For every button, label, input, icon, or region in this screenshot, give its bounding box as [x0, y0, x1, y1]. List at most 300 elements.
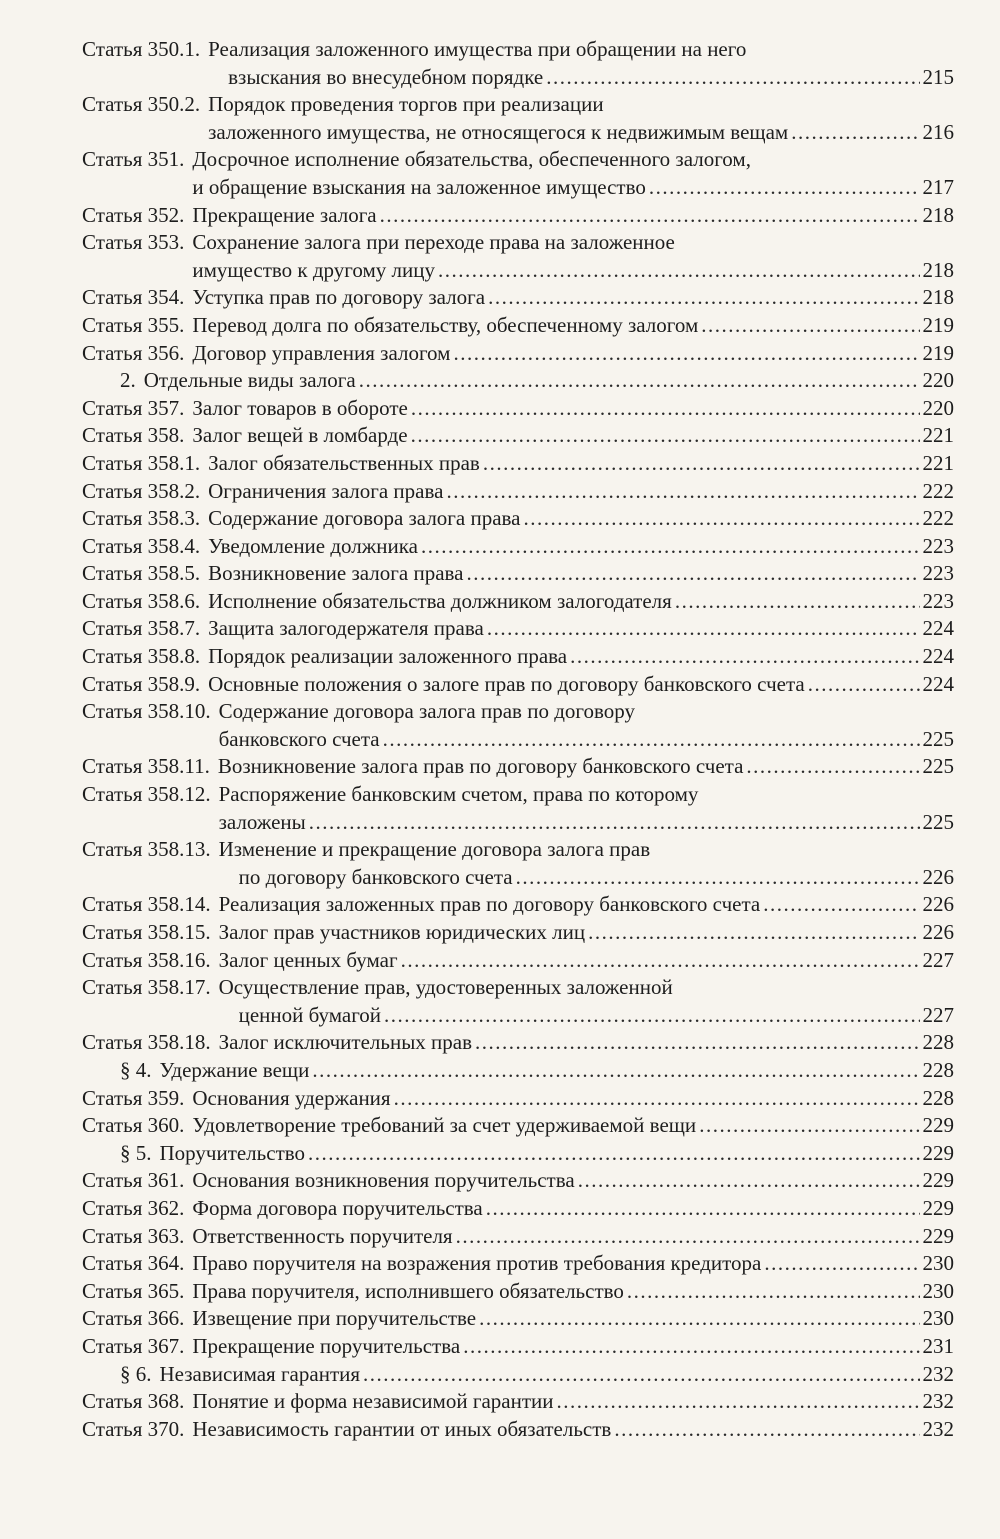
page-number: 223: [922, 561, 954, 586]
toc-entry[interactable]: [82, 1388, 954, 1416]
entry-label: Статья 358.5.: [82, 561, 201, 586]
entry-title-text: ценной бумагой: [238, 1002, 382, 1027]
entry-title: [160, 1361, 955, 1389]
entry-title-line: [208, 478, 954, 506]
dot-leader: [483, 450, 920, 478]
entry-title-line: [160, 1057, 955, 1085]
entry-title-line: [192, 395, 954, 423]
entry-title-text: Сохранение залога при переходе права на заложенное: [192, 230, 675, 255]
entry-title-line: [219, 1029, 954, 1057]
entry-label: § 4.: [120, 1057, 152, 1082]
dot-leader: [614, 1416, 919, 1444]
dot-leader: [588, 919, 919, 947]
entry-title-line: [192, 1085, 954, 1113]
entry-label: Статья 370.: [82, 1416, 185, 1441]
entry-label: Статья 358.10.: [82, 699, 211, 724]
entry-title: [208, 671, 954, 699]
entry-label: Статья 358.12.: [82, 782, 211, 807]
dot-leader: [479, 1305, 919, 1333]
entry-title: [192, 1112, 954, 1140]
toc-entry[interactable]: [82, 891, 954, 919]
toc-entry[interactable]: [82, 615, 954, 643]
page-number: 218: [922, 257, 954, 282]
entry-title: [192, 1250, 954, 1278]
dot-leader: [394, 1085, 920, 1113]
entry-title-text: Основные положения о залоге прав по договору банковского счета: [208, 671, 805, 696]
dot-leader: [649, 174, 920, 202]
entry-title-line: [192, 284, 954, 312]
entry-title-text: Ограничения залога права: [208, 478, 444, 503]
entry-title: [192, 202, 954, 230]
entry-title-text: по договору банковского счета: [238, 864, 513, 889]
entry-title-text: Содержание договора залога права: [208, 506, 521, 531]
entry-title-line: [219, 726, 954, 754]
entry-title: [192, 1333, 954, 1361]
page-number: 228: [922, 1030, 954, 1055]
page-number: 218: [922, 285, 954, 310]
toc-entry[interactable]: [82, 1250, 954, 1278]
entry-title-text: Залог обязательственных прав: [208, 450, 480, 475]
page-number: 222: [922, 506, 954, 531]
entry-title: [192, 284, 954, 312]
dot-leader: [475, 1029, 919, 1057]
page-number: 226: [922, 920, 954, 944]
dot-leader: [309, 809, 920, 837]
page-number: 220: [922, 368, 954, 393]
page-number: 220: [922, 395, 954, 420]
entry-title: [192, 312, 954, 340]
entry-label: Статья 358.6.: [82, 588, 201, 613]
entry-title-text: Право поручителя на возражения против требования кредитора: [192, 1251, 762, 1276]
toc-section[interactable]: [82, 1361, 954, 1389]
entry-title: [208, 478, 954, 506]
toc-entry[interactable]: [82, 1085, 954, 1113]
entry-label: Статья 368.: [82, 1389, 185, 1414]
page-number: 223: [922, 533, 954, 558]
entry-title: [192, 1195, 954, 1223]
toc-entry[interactable]: [82, 836, 954, 891]
dot-leader: [466, 560, 919, 588]
entry-title-text: заложенного имущества, не относящегося к недвижимым вещам: [208, 119, 789, 144]
toc-entry[interactable]: [82, 1167, 954, 1195]
dot-leader: [359, 367, 920, 395]
dot-leader: [546, 64, 919, 92]
dot-leader: [411, 422, 920, 450]
entry-title-line: [208, 119, 954, 147]
toc-entry[interactable]: [82, 146, 954, 201]
entry-title-text: Распоряжение банковским счетом, права по которому: [218, 782, 699, 807]
entry-title: [192, 146, 954, 201]
entry-title: [219, 947, 954, 975]
toc-entry[interactable]: [82, 671, 954, 699]
dot-leader: [308, 1140, 919, 1168]
entry-title-text: Залог товаров в обороте: [192, 395, 408, 420]
entry-title-text: Извещение при поручительстве: [192, 1306, 477, 1331]
dot-leader: [411, 395, 920, 423]
entry-title-text: Порядок реализации заложенного права: [208, 644, 568, 669]
entry-title: [160, 1057, 955, 1085]
toc-entry[interactable]: [82, 229, 954, 284]
entry-label: Статья 367.: [82, 1333, 185, 1358]
entry-label: Статья 358.3.: [82, 506, 201, 531]
dot-leader: [570, 643, 919, 671]
entry-title: [192, 340, 954, 368]
page-number: 228: [922, 1057, 954, 1082]
entry-label: Статья 350.1.: [82, 37, 201, 61]
entry-label: Статья 350.2.: [82, 92, 201, 117]
entry-title: [208, 533, 954, 561]
toc-entry[interactable]: [82, 781, 954, 836]
entry-title-text: Независимая гарантия: [159, 1361, 361, 1386]
toc-section[interactable]: [82, 367, 954, 395]
dot-leader: [516, 864, 920, 892]
entry-title-text: Досрочное исполнение обязательства, обеспеченного залогом,: [192, 147, 751, 172]
dot-leader: [456, 1223, 920, 1251]
toc-entry[interactable]: [82, 1029, 954, 1057]
entry-title-line: [219, 781, 954, 809]
page-number: 229: [922, 1140, 954, 1165]
entry-label: Статья 366.: [82, 1306, 185, 1331]
entry-title: [208, 91, 954, 146]
entry-title-text: Залог вещей в ломбарде: [192, 423, 408, 448]
dot-leader: [312, 1057, 919, 1085]
page-number: 215: [922, 64, 954, 89]
entry-title-line: [219, 947, 954, 975]
dot-leader: [764, 1250, 919, 1278]
entry-title-line: [192, 1223, 954, 1251]
toc-entry[interactable]: [82, 450, 954, 478]
entry-title-line: [192, 312, 954, 340]
entry-title: [219, 919, 954, 947]
dot-leader: [578, 1167, 920, 1195]
toc-entry[interactable]: [82, 91, 954, 146]
toc-entry[interactable]: [82, 1333, 954, 1361]
toc-entry[interactable]: [82, 560, 954, 588]
entry-title-line: [208, 450, 954, 478]
entry-title-line: [192, 202, 954, 230]
toc-entry[interactable]: [82, 919, 954, 947]
entry-title: [160, 1140, 955, 1168]
entry-label: Статья 359.: [82, 1085, 185, 1110]
entry-title-text: Понятие и форма независимой гарантии: [192, 1389, 554, 1414]
toc-entry[interactable]: [82, 533, 954, 561]
entry-title-text: Основания возникновения поручительства: [192, 1168, 575, 1193]
entry-label: Статья 360.: [82, 1113, 185, 1138]
toc-entry[interactable]: [82, 340, 954, 368]
entry-label: Статья 364.: [82, 1251, 185, 1276]
entry-title-line: [192, 257, 954, 285]
dot-leader: [383, 726, 920, 754]
entry-title-text: заложены: [218, 809, 306, 834]
entry-title: [219, 836, 954, 891]
toc-section[interactable]: [82, 1057, 954, 1085]
dot-leader: [380, 202, 920, 230]
page-number: 218: [922, 202, 954, 227]
dot-leader: [699, 1112, 919, 1140]
entry-title-line: [192, 1388, 954, 1416]
toc-entry[interactable]: [82, 1278, 954, 1306]
toc-entry[interactable]: [82, 1305, 954, 1333]
entry-label: Статья 358.8.: [82, 644, 201, 669]
entry-title: [208, 505, 954, 533]
entry-label: Статья 358.11.: [82, 754, 210, 779]
entry-title-text: взыскания во внесудебном порядке: [228, 64, 544, 89]
entry-title-line: [219, 974, 954, 1002]
entry-label: Статья 363.: [82, 1223, 185, 1248]
entry-title: [208, 560, 954, 588]
entry-label: Статья 355.: [82, 312, 185, 337]
entry-title-text: Защита залогодержателя права: [208, 616, 484, 641]
toc-section[interactable]: [82, 1140, 954, 1168]
entry-title-line: [160, 1361, 955, 1389]
toc-entry[interactable]: [82, 588, 954, 616]
toc-entry[interactable]: [82, 202, 954, 230]
dot-leader: [488, 284, 919, 312]
entry-title-line: [219, 864, 954, 892]
page-number: 230: [922, 1278, 954, 1303]
dot-leader: [808, 671, 920, 699]
dot-leader: [487, 615, 920, 643]
toc-entry[interactable]: [82, 643, 954, 671]
toc-entry[interactable]: [82, 505, 954, 533]
entry-label: § 6.: [120, 1361, 152, 1386]
entry-title-text: Залог исключительных прав: [218, 1030, 473, 1055]
entry-title-text: Осуществление прав, удостоверенных заложенной: [218, 975, 673, 1000]
entry-label: Статья 358.16.: [82, 947, 211, 972]
page-number: 232: [922, 1361, 954, 1386]
page-number: 216: [922, 119, 954, 144]
page-number: 227: [922, 947, 954, 972]
dot-leader: [746, 753, 919, 781]
page-number: 223: [922, 588, 954, 613]
dot-leader: [627, 1278, 920, 1306]
entry-title-line: [192, 1416, 954, 1444]
entry-title: [144, 367, 954, 395]
page-number: 229: [922, 1195, 954, 1220]
entry-title-line: [192, 340, 954, 368]
entry-title-line: [208, 671, 954, 699]
entry-title: [192, 1223, 954, 1251]
page-number: 232: [922, 1416, 954, 1441]
entry-title: [192, 1085, 954, 1113]
entry-title-line: [208, 588, 954, 616]
entry-title-line: [208, 560, 954, 588]
entry-title-line: [192, 1112, 954, 1140]
entry-title-line: [219, 919, 954, 947]
page-number: 227: [922, 1002, 954, 1027]
entry-label: Статья 358.13.: [82, 837, 211, 862]
entry-title-text: Форма договора поручительства: [192, 1195, 483, 1220]
entry-title-text: Удержание вещи: [159, 1057, 310, 1082]
entry-title-text: Уступка прав по договору залога: [192, 285, 486, 310]
entry-title-text: Содержание договора залога прав по договору: [218, 699, 635, 724]
entry-title-line: [218, 753, 954, 781]
entry-title-line: [192, 1250, 954, 1278]
entry-title: [192, 422, 954, 450]
entry-title-text: Прекращение поручительства: [192, 1333, 461, 1358]
entry-title-line: [192, 1305, 954, 1333]
entry-title: [192, 1388, 954, 1416]
dot-leader: [791, 119, 919, 147]
entry-title-text: имущество к другому лицу: [192, 257, 435, 282]
entry-label: Статья 357.: [82, 395, 185, 420]
entry-title-text: Поручительство: [159, 1140, 306, 1165]
dot-leader: [675, 588, 920, 616]
entry-title-text: Договор управления залогом: [192, 340, 451, 365]
entry-title: [208, 615, 954, 643]
entry-title-text: Изменение и прекращение договора залога прав: [218, 837, 651, 862]
entry-title-line: [160, 1140, 955, 1168]
entry-label: Статья 353.: [82, 230, 185, 255]
toc-entry[interactable]: [82, 36, 954, 91]
page-number: 228: [922, 1085, 954, 1110]
entry-title: [208, 588, 954, 616]
entry-title-text: Возникновение залога права: [208, 561, 464, 586]
entry-label: Статья 358.9.: [82, 671, 201, 696]
entry-title-line: [219, 891, 954, 919]
entry-title: [219, 781, 954, 836]
entry-title: [208, 643, 954, 671]
page-number: 225: [922, 754, 954, 779]
entry-title-line: [219, 836, 954, 864]
toc-entry[interactable]: [82, 753, 954, 781]
entry-label: Статья 351.: [82, 147, 185, 172]
dot-leader: [463, 1333, 919, 1361]
entry-title-text: Порядок проведения торгов при реализации: [208, 92, 604, 117]
dot-leader: [524, 505, 920, 533]
entry-title-line: [208, 643, 954, 671]
entry-title-line: [208, 533, 954, 561]
toc-entry[interactable]: [82, 478, 954, 506]
dot-leader: [363, 1361, 919, 1389]
entry-label: Статья 354.: [82, 285, 185, 310]
toc-entry[interactable]: [82, 1195, 954, 1223]
dot-leader: [701, 312, 919, 340]
entry-title-line: [192, 422, 954, 450]
toc-entry[interactable]: [82, 947, 954, 975]
entry-title-text: Залог прав участников юридических лиц: [218, 920, 586, 944]
entry-label: Статья 352.: [82, 202, 185, 227]
entry-title-line: [144, 367, 954, 395]
entry-title-line: [208, 91, 954, 119]
page-number: 229: [922, 1168, 954, 1193]
dot-leader: [384, 1002, 919, 1030]
entry-title-line: [192, 1195, 954, 1223]
entry-title-line: [192, 1333, 954, 1361]
page-number: 221: [922, 423, 954, 448]
toc-entry[interactable]: [82, 974, 954, 1029]
entry-title-line: [219, 1002, 954, 1030]
page-number: 229: [922, 1113, 954, 1138]
entry-label: Статья 358.17.: [82, 975, 211, 1000]
entry-title-line: [208, 36, 954, 64]
entry-title-text: Реализация заложенных прав по договору банковского счета: [218, 892, 761, 917]
page-number: 231: [922, 1333, 954, 1358]
page-number: 219: [922, 312, 954, 337]
page-number: 222: [922, 478, 954, 503]
entry-title-text: Права поручителя, исполнившего обязательство: [192, 1278, 624, 1303]
dot-leader: [446, 478, 919, 506]
entry-label: Статья 358.14.: [82, 892, 211, 917]
dot-leader: [438, 257, 920, 285]
entry-label: Статья 365.: [82, 1278, 185, 1303]
toc-entry[interactable]: [82, 312, 954, 340]
entry-title-text: Уведомление должника: [208, 533, 418, 558]
entry-label: Статья 358.18.: [82, 1030, 211, 1055]
entry-title: [218, 753, 954, 781]
entry-title-line: [192, 146, 954, 174]
page-number: 224: [922, 671, 954, 696]
entry-title-text: Реализация заложенного имущества при обращении на него: [208, 37, 747, 61]
toc-entry[interactable]: [82, 395, 954, 423]
toc-entry[interactable]: [82, 284, 954, 312]
entry-title: [192, 395, 954, 423]
entry-title: [219, 891, 954, 919]
entry-title: [219, 698, 954, 753]
entry-title-text: Возникновение залога прав по договору банковского счета: [217, 754, 744, 779]
page-number: 229: [922, 1223, 954, 1248]
page-number: 225: [922, 726, 954, 751]
entry-label: Статья 358.4.: [82, 533, 201, 558]
entry-label: Статья 356.: [82, 340, 185, 365]
entry-title-text: Независимость гарантии от иных обязательств: [192, 1416, 612, 1441]
entry-title-text: Основания удержания: [192, 1085, 391, 1110]
entry-title-text: Удовлетворение требований за счет удерживаемой вещи: [192, 1113, 697, 1138]
entry-title-line: [192, 1167, 954, 1195]
entry-title: [208, 36, 954, 91]
entry-title-text: банковского счета: [218, 726, 380, 751]
page-number: 224: [922, 616, 954, 641]
toc-entry[interactable]: [82, 1416, 954, 1444]
page-number: 219: [922, 340, 954, 365]
entry-title: [219, 974, 954, 1029]
entry-title-line: [208, 615, 954, 643]
toc-entry[interactable]: [82, 422, 954, 450]
dot-leader: [556, 1388, 919, 1416]
entry-title-text: Перевод долга по обязательству, обеспеченному залогом: [192, 312, 699, 337]
dot-leader: [421, 533, 920, 561]
toc-entry[interactable]: [82, 698, 954, 753]
entry-title-text: Исполнение обязательства должником залогодателя: [208, 588, 672, 613]
entry-title-text: Прекращение залога: [192, 202, 377, 227]
entry-label: Статья 358.2.: [82, 478, 201, 503]
page-number: 226: [922, 892, 954, 917]
toc-entry[interactable]: [82, 1223, 954, 1251]
entry-title-text: Залог ценных бумаг: [218, 947, 398, 972]
table-of-contents: [82, 36, 954, 1443]
entry-label: Статья 358.1.: [82, 450, 201, 475]
entry-title: [192, 1278, 954, 1306]
entry-title: [192, 229, 954, 284]
entry-title-text: Ответственность поручителя: [192, 1223, 453, 1248]
entry-title: [192, 1416, 954, 1444]
dot-leader: [486, 1195, 920, 1223]
page-number: 230: [922, 1251, 954, 1276]
entry-label: Статья 362.: [82, 1195, 185, 1220]
toc-entry[interactable]: [82, 1112, 954, 1140]
entry-title: [219, 1029, 954, 1057]
entry-title-line: [192, 229, 954, 257]
entry-title: [192, 1167, 954, 1195]
page-number: 225: [922, 809, 954, 834]
page-number: 224: [922, 644, 954, 669]
entry-title-text: и обращение взыскания на заложенное имущество: [192, 174, 646, 199]
entry-title-text: Отдельные виды залога: [143, 368, 356, 393]
page-number: 232: [922, 1389, 954, 1414]
dot-leader: [763, 891, 919, 919]
entry-title-line: [208, 64, 954, 92]
page-number: 221: [922, 450, 954, 475]
